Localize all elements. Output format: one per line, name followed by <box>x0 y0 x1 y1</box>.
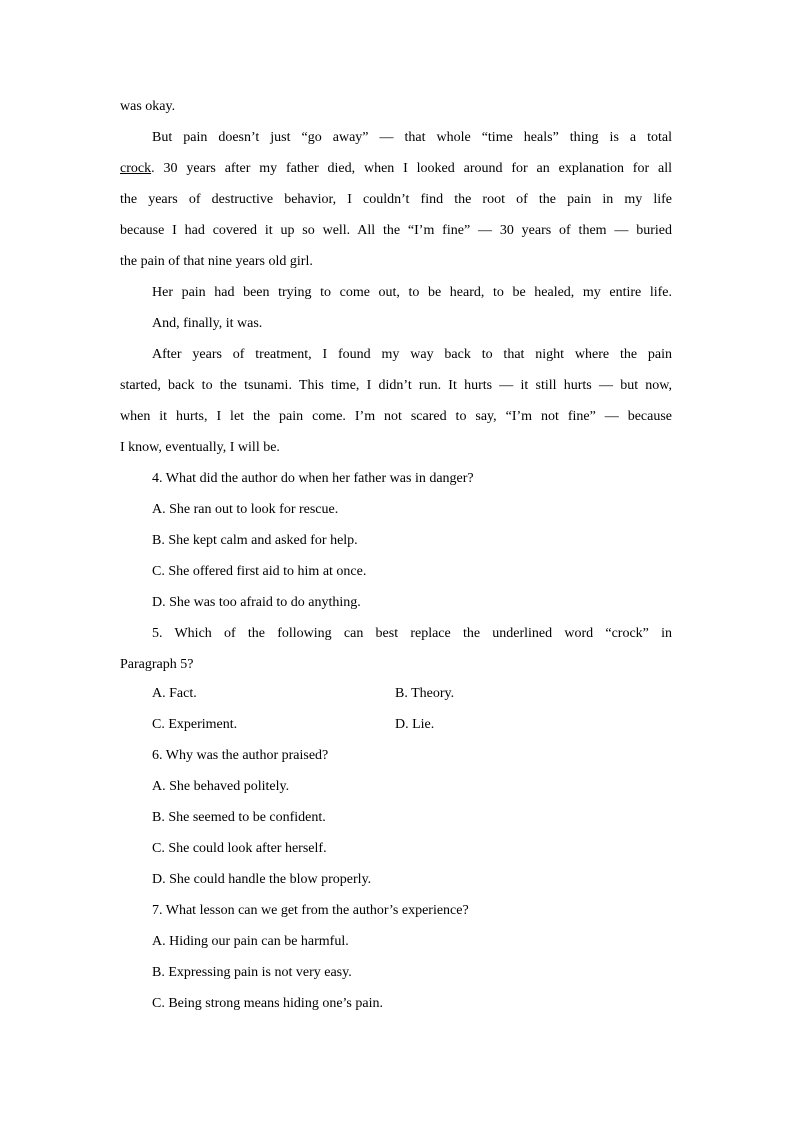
question-5-option-a: A. Fact. <box>152 686 197 701</box>
question-4-option-b: B. She kept calm and asked for help. <box>152 533 358 548</box>
question-5-options-row-2 <box>120 712 672 743</box>
question-4-option-d: D. She was too afraid to do anything. <box>152 595 361 610</box>
paragraph-5-line-1: But pain doesn’t just “go away” — that whole “time heals” thing is a total <box>152 130 672 145</box>
question-6-option-a: A. She behaved politely. <box>152 779 290 794</box>
paragraph-8-line-4: I know, eventually, I will be. <box>120 440 280 455</box>
question-5 <box>120 621 672 743</box>
question-4-option-c: C. She offered first aid to him at once. <box>152 564 367 579</box>
question-6-option-d: D. She could handle the blow properly. <box>152 872 372 887</box>
question-7 <box>120 898 672 1022</box>
paragraph-7: And, finally, it was. <box>152 316 263 331</box>
paragraph-5 <box>120 125 672 280</box>
document-content <box>120 94 672 1022</box>
paragraph-8-line-2: started, back to the tsunami. This time, I didn’t run. It hurts — it still hurts — but now, <box>120 378 672 393</box>
question-6 <box>120 743 672 898</box>
underlined-word-crock: crock <box>120 161 152 176</box>
question-4-option-a: A. She ran out to look for rescue. <box>152 502 339 517</box>
question-5-stem-line-1: 5. Which of the following can best replace the underlined word “crock” in <box>152 626 672 641</box>
question-5-options-row-1 <box>120 681 672 712</box>
question-7-stem: 7. What lesson can we get from the author’s experience? <box>152 903 469 918</box>
question-5-option-b: B. Theory. <box>395 686 455 701</box>
paragraph-6: Her pain had been trying to come out, to be heard, to be healed, my entire life. <box>152 285 672 300</box>
question-4 <box>120 466 672 621</box>
paragraph-8-line-1: After years of treatment, I found my way back to that night where the pain <box>152 347 672 362</box>
question-5-option-d: D. Lie. <box>395 717 435 732</box>
paragraph-end-line: was okay. <box>120 99 176 114</box>
paragraph-8 <box>120 342 672 466</box>
question-5-stem-line-2: Paragraph 5? <box>120 657 194 672</box>
paragraph-5-line-2 <box>120 156 672 187</box>
question-7-option-a: A. Hiding our pain can be harmful. <box>152 934 349 949</box>
question-5-option-c: C. Experiment. <box>152 717 238 732</box>
question-6-option-c: C. She could look after herself. <box>152 841 327 856</box>
paragraph-5-line-3: the years of destructive behavior, I couldn’t find the root of the pain in my life <box>120 192 672 207</box>
question-6-stem: 6. Why was the author praised? <box>152 748 329 763</box>
question-4-stem: 4. What did the author do when her father was in danger? <box>152 471 474 486</box>
paragraph-5-line-2-rest: . 30 years after my father died, when I looked around for an explanation for all <box>151 161 672 176</box>
question-7-option-c: C. Being strong means hiding one’s pain. <box>152 996 383 1011</box>
paragraph-8-line-3: when it hurts, I let the pain come. I’m not scared to say, “I’m not fine” — because <box>120 409 672 424</box>
paragraph-5-line-5: the pain of that nine years old girl. <box>120 254 313 269</box>
paragraph-5-line-4: because I had covered it up so well. All the “I’m fine” — 30 years of them — buried <box>120 223 672 238</box>
question-7-option-b: B. Expressing pain is not very easy. <box>152 965 352 980</box>
question-6-option-b: B. She seemed to be confident. <box>152 810 326 825</box>
